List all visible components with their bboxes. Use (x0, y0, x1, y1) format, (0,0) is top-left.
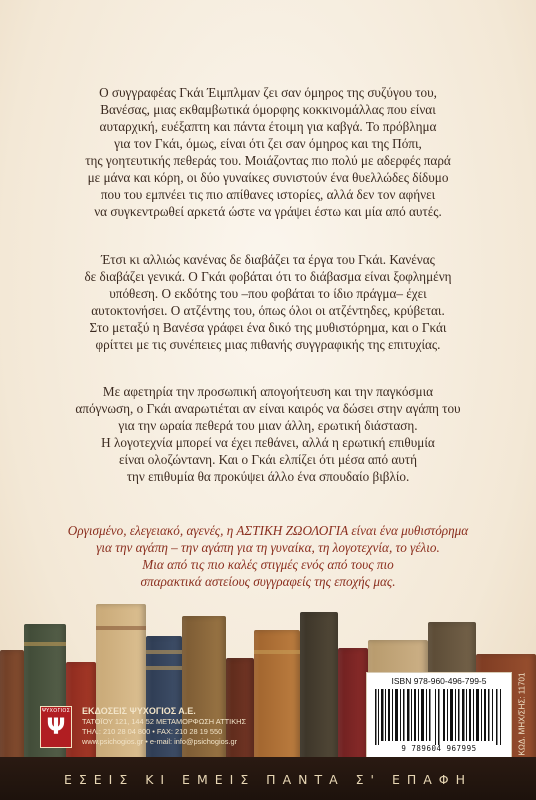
blurb-line: Ο συγγραφέας Γκάι Έιμπλμαν ζει σαν όμηρος της συζύγου του, (99, 85, 437, 100)
blurb-line: με μάνα και κόρη, οι δύο γυναίκες συνιστούν ένα θυελλώδες δίδυμο (87, 170, 449, 185)
blurb-line: Η λογοτεχνία μπορεί να έχει πεθάνει, αλλά η ερωτική επιθυμία (101, 435, 435, 450)
blurb-line: Με αφετηρία την προσωπική απογοήτευση και την παγκόσμια (102, 384, 434, 399)
publisher-phones: ΤΗΛ.: 210 28 04 800 • FAX: 210 28 19 550 (82, 727, 223, 736)
blurb-line: αυτοκτονήσει. Ο ατζέντης του, όπως όλοι οι ατζέντηδες, κρύβεται. (91, 303, 445, 318)
isbn-barcode-box (366, 672, 512, 758)
blurb-line: απόγνωση, ο Γκάι αναρωτιέται αν είναι καιρός να δώσει στην αγάπη του (75, 401, 461, 416)
publisher-web: www.psichogios.gr • e-mail: info@psichogios.gr (82, 737, 238, 746)
blurb-line: Στο μεταξύ η Βανέσα γράφει ένα δικό της μυθιστόρημα, και ο Γκάι (89, 320, 447, 335)
quote-line: για την αγάπη – την αγάπη για τη γυναίκα, τη λογοτεχνία, το γέλιο. (96, 540, 440, 555)
blurb-line: φρίττει με τις συνέπειες μιας πιθανής συγγραφικής της επιτυχίας. (95, 337, 441, 352)
blurb-paragraph-3 (34, 383, 502, 485)
blurb-line: υπόθεση. Ο εκδότης του –που φοβάται το ίδιο πράγμα– έχει (109, 286, 427, 301)
blurb-line: δε διαβάζει γενικά. Ο Γκάι φοβάται ότι το διάβασμα είναι ξοφλημένη (84, 269, 452, 284)
blurb-line: αυταρχική, ευέξαπτη και πάντα έτοιμη για καβγά. Το πρόβλημα (99, 119, 437, 134)
blurb-line: την επιθυμία θα προκύψει άλλο ένα σπουδαίο βιβλίο. (126, 469, 410, 484)
product-code (515, 672, 529, 756)
publisher-address: ΤΑΤΟΪΟΥ 121, 144 52 ΜΕΤΑΜΟΡΦΩΣΗ ΑΤΤΙΚΗΣ (82, 717, 247, 726)
blurb-paragraph-1 (34, 84, 502, 220)
blurb-line: για την ωραία πεθερά του μιαν άλλη, ερωτική διάσταση. (118, 418, 418, 433)
product-code-text: ΚΩΔ. ΜΗΧ/ΣΗΣ: 11701 (517, 672, 527, 756)
isbn-label: ISBN 978-960-496-799-5 (391, 676, 487, 686)
review-quote (30, 522, 506, 590)
blurb-paragraph-2 (34, 251, 502, 353)
blurb-line: που του εμπνέει τις πιο απίθανες ιστορίες, αλλά δεν τον αφήνει (100, 187, 436, 202)
quote-line: σπαρακτικά αστείους συγγραφείς της εποχής μας. (140, 574, 396, 589)
psi-icon: Ψ (46, 715, 66, 740)
blurb-line: να συγκεντρωθεί αρκετά ώστε να γράψει έστω και μία από αυτές. (94, 204, 442, 219)
quote-line: Οργισμένο, ελεγειακό, αγενές, η ΑΣΤΙΚΗ ΖΩΟΛΟΓΙΑ είναι ένα μυθιστόρημα (67, 523, 469, 538)
blurb-line: είναι ολοζώντανη. Και ο Γκάι ελπίζει ότι μέσα από αυτή (119, 452, 417, 467)
blurb-line: Έτσι κι αλλιώς κανένας δε διαβάζει τα έργα του Γκάι. Κανένας (101, 252, 435, 267)
publisher-logo (40, 706, 72, 748)
blurb-line: Βανέσας, μιας εκθαμβωτικά όμορφης κοκκινομάλλας που είναι (100, 102, 436, 117)
barcode-icon (373, 689, 505, 745)
blurb-line: της γοητευτικής πεθεράς του. Μοιάζοντας πιο πολύ με αδερφές παρά (85, 153, 451, 168)
publisher-info (82, 706, 362, 747)
publisher-name: ΕΚΔΟΣΕΙΣ ΨΥΧΟΓΙΟΣ Α.Ε. (82, 706, 196, 716)
publisher-block (40, 706, 360, 750)
blurb-line: για τον Γκάι, όμως, είναι ότι ζει σαν όμηρος και της Πόπι, (114, 136, 422, 151)
logo-brand-text: ΨΥΧΟΓΙΟΣ (41, 708, 71, 714)
quote-line: Μια από τις πιο καλές στιγμές ενός από τους πιο (142, 557, 394, 572)
barcode-number: 9 789604 967995 (401, 744, 477, 753)
publisher-slogan: ΕΣΕΙΣ ΚΙ ΕΜΕΙΣ ΠΑΝΤΑ Σ' ΕΠΑΦΗ (63, 772, 473, 787)
